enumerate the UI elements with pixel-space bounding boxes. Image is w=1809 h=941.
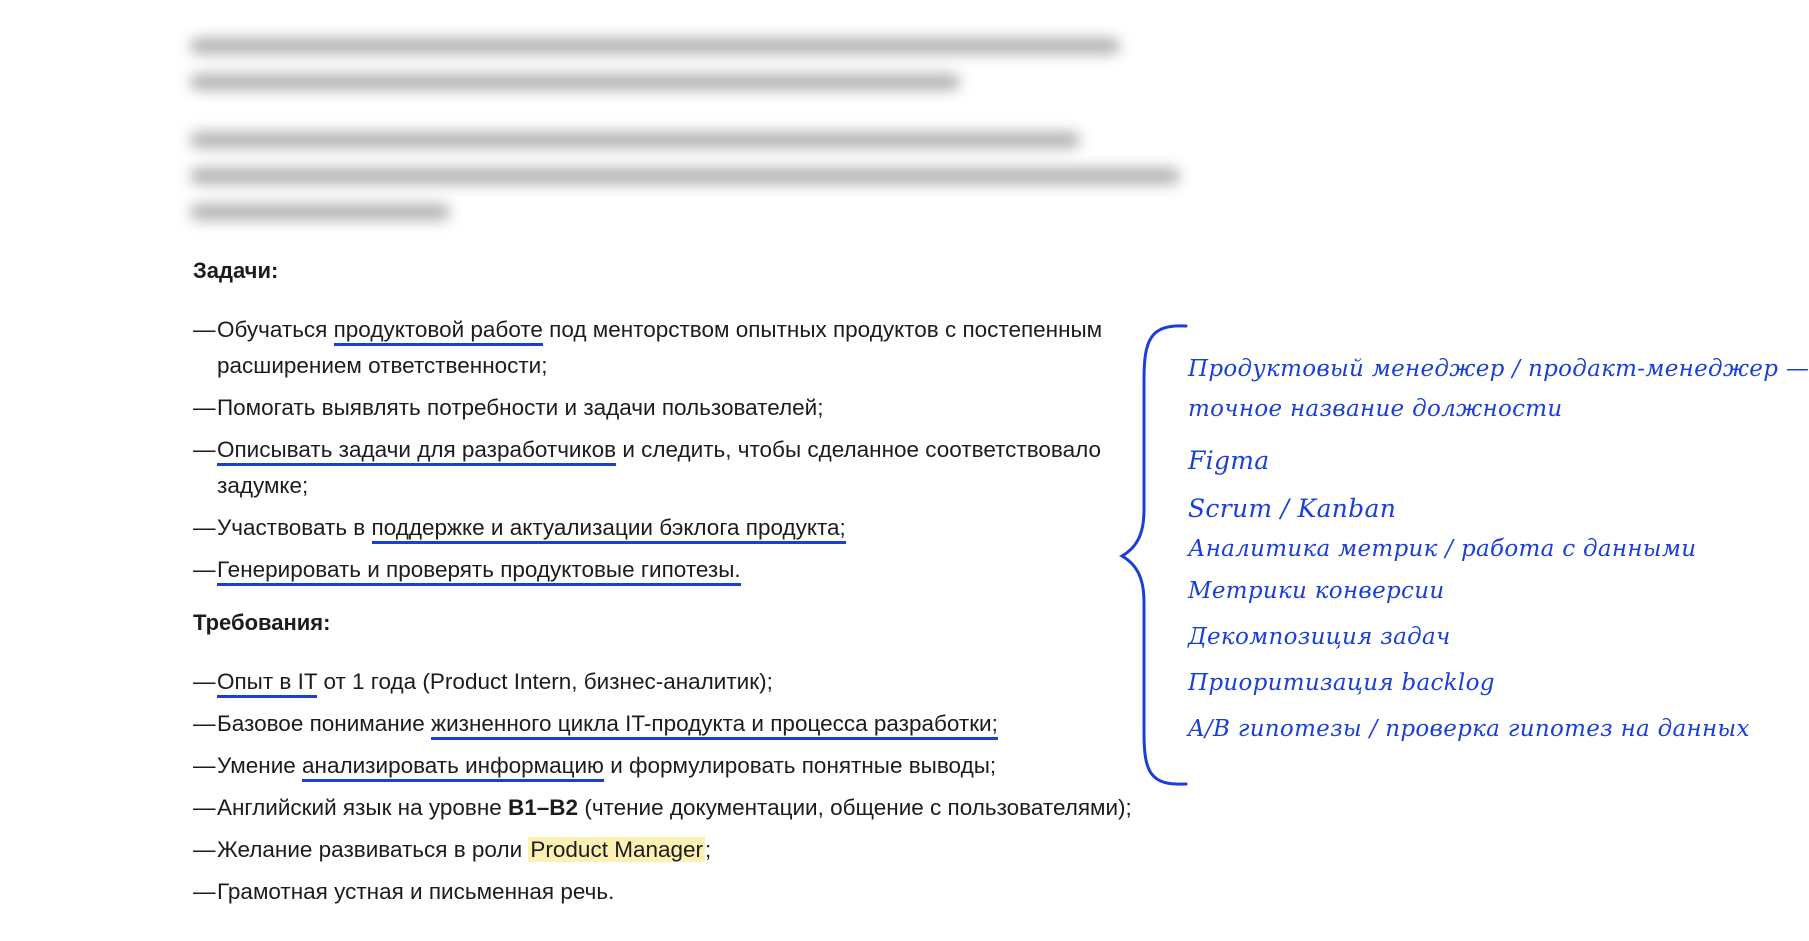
task-item-1-continued: расширением ответственности; (217, 353, 548, 378)
task-item-5: —Генерировать и проверять продуктовые гипотезы. (193, 552, 741, 588)
task-item-2: —Помогать выявлять потребности и задачи пользователей; (193, 395, 824, 420)
highlight-product-manager: Product Manager (530, 837, 704, 862)
requirement-item-3: —Умение анализировать информацию и формулировать понятные выводы; (193, 748, 996, 784)
note-conversion-metrics: Метрики конверсии (1188, 578, 1445, 604)
note-backlog-prioritization: Приоритизация backlog (1188, 670, 1495, 696)
blurred-intro (190, 38, 1150, 110)
note-figma: Figma (1188, 446, 1270, 475)
curly-brace-mark (1120, 320, 1190, 790)
task-item-4: —Участвовать в поддержке и актуализации бэклога продукта; (193, 510, 846, 546)
note-ab-hypotheses: A/B гипотезы / проверка гипотез на данных (1188, 716, 1750, 742)
task-item-1: —Обучаться продуктовой работе под менторством опытных продуктов с постепенным (193, 312, 1102, 348)
note-metrics-analytics: Аналитика метрик / работа с данными (1188, 536, 1697, 562)
task-item-3-continued: задумке; (217, 473, 309, 498)
note-exact-position: точное название должности (1188, 396, 1563, 422)
note-scrum-kanban: Scrum / Kanban (1188, 494, 1397, 523)
requirement-item-2: —Базовое понимание жизненного цикла IT-продукта и процесса разработки; (193, 706, 998, 742)
requirement-item-1: —Опыт в IT от 1 года (Product Intern, бизнес-аналитик); (193, 664, 773, 700)
requirement-item-4: —Английский язык на уровне B1–B2 (чтение документации, общение с пользователями); (193, 795, 1132, 820)
note-product-manager-title: Продуктовый менеджер / продакт-менеджер — (1188, 356, 1809, 382)
note-task-decomposition: Декомпозиция задач (1188, 624, 1451, 650)
tasks-heading: Задачи: (193, 258, 279, 283)
requirement-item-5: —Желание развиваться в роли Product Manager; (193, 837, 712, 862)
requirement-item-6: —Грамотная устная и письменная речь. (193, 879, 615, 904)
requirements-heading: Требования: (193, 610, 331, 635)
blurred-intro-2 (190, 132, 1190, 240)
task-item-3: —Описывать задачи для разработчиков и следить, чтобы сделанное соответствовало (193, 432, 1101, 468)
